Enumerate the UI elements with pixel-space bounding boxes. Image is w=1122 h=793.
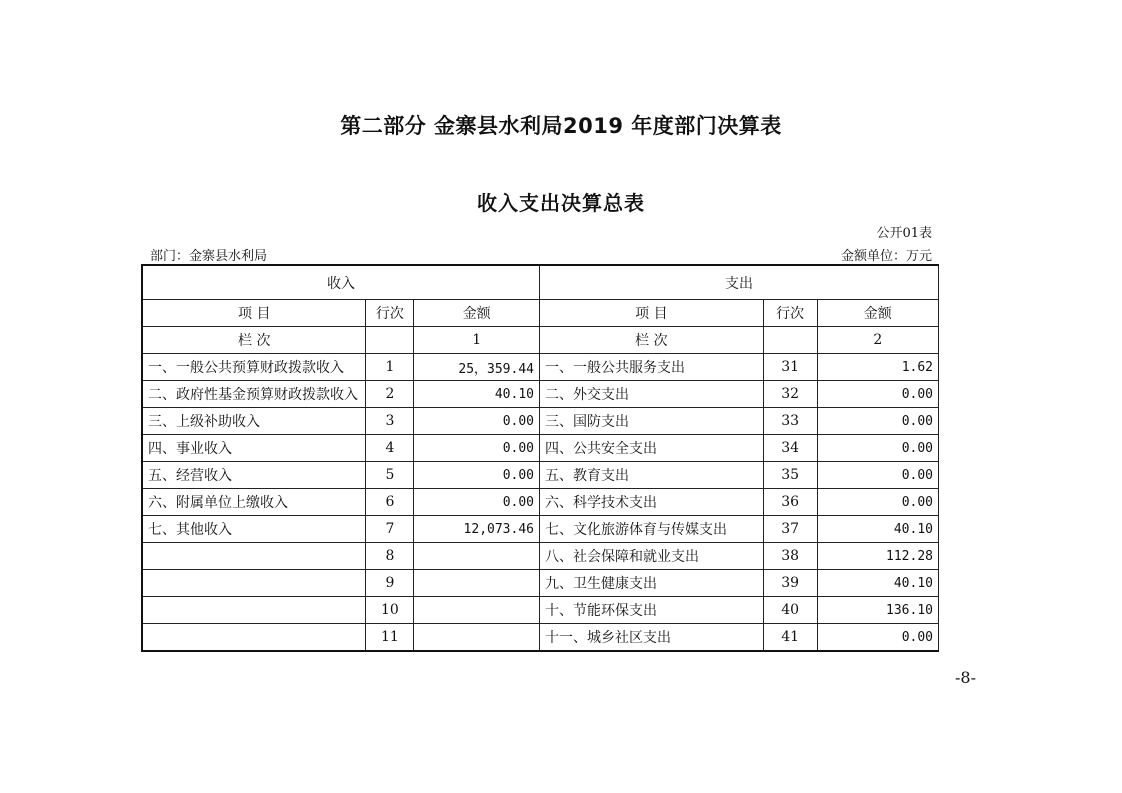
income-amount-cell: [414, 570, 540, 597]
expense-amount-cell: 40.10: [817, 516, 938, 543]
expense-item-cell: 一、一般公共服务支出: [540, 354, 764, 381]
expense-column-number: 2: [817, 327, 938, 354]
income-line-cell: 8: [366, 543, 414, 570]
income-line-cell: 4: [366, 435, 414, 462]
expense-amount-header: 金额: [817, 300, 938, 327]
income-amount-header: 金额: [414, 300, 540, 327]
income-amount-cell: [414, 543, 540, 570]
income-line-cell: 3: [366, 408, 414, 435]
income-amount-cell: 0.00: [414, 408, 540, 435]
table-title: 收入支出决算总表: [477, 191, 645, 215]
table-row: [142, 435, 939, 462]
empty-cell: [366, 327, 414, 354]
expense-item-cell: 三、国防支出: [540, 408, 764, 435]
expense-amount-cell: 0.00: [817, 624, 938, 652]
table-row: [142, 624, 939, 652]
expense-line-cell: 41: [763, 624, 817, 652]
expense-item-cell: 六、科学技术支出: [540, 489, 764, 516]
expense-column-label: 栏 次: [540, 327, 764, 354]
expense-item-cell: 四、公共安全支出: [540, 435, 764, 462]
income-amount-cell: [414, 597, 540, 624]
amount-unit-label: 金额单位：万元: [840, 249, 932, 264]
table-row: [142, 408, 939, 435]
income-amount-cell: 40.10: [414, 381, 540, 408]
income-expense-table: [141, 264, 939, 652]
expense-item-cell: 九、卫生健康支出: [540, 570, 764, 597]
expense-line-cell: 31: [763, 354, 817, 381]
expense-amount-cell: 0.00: [817, 489, 938, 516]
income-amount-cell: 0.00: [414, 462, 540, 489]
expense-line-cell: 38: [763, 543, 817, 570]
table-row: [142, 381, 939, 408]
expense-line-cell: 37: [763, 516, 817, 543]
expense-amount-cell: 0.00: [817, 408, 938, 435]
income-amount-cell: 12,073.46: [414, 516, 540, 543]
table-row: [142, 543, 939, 570]
expense-item-cell: 五、教育支出: [540, 462, 764, 489]
income-item-cell: 二、政府性基金预算财政拨款收入: [142, 381, 366, 408]
column-header-row: [142, 300, 939, 327]
expense-amount-cell: 40.10: [817, 570, 938, 597]
income-amount-cell: 25，359.44: [414, 354, 540, 381]
expense-line-cell: 36: [763, 489, 817, 516]
expense-line-cell: 39: [763, 570, 817, 597]
expense-section-header: 支出: [540, 265, 939, 300]
column-number-row: [142, 327, 939, 354]
table-row: [142, 516, 939, 543]
expense-amount-cell: 112.28: [817, 543, 938, 570]
expense-item-header: 项 目: [540, 300, 764, 327]
expense-amount-cell: 0.00: [817, 381, 938, 408]
income-amount-cell: 0.00: [414, 489, 540, 516]
expense-amount-cell: 1.62: [817, 354, 938, 381]
expense-amount-cell: 136.10: [817, 597, 938, 624]
income-item-cell: 六、附属单位上缴收入: [142, 489, 366, 516]
expense-amount-cell: 0.00: [817, 462, 938, 489]
department-label: 部门：金寨县水利局: [150, 249, 268, 264]
income-line-cell: 5: [366, 462, 414, 489]
expense-item-cell: 二、外交支出: [540, 381, 764, 408]
income-item-header: 项 目: [142, 300, 366, 327]
income-line-header: 行次: [366, 300, 414, 327]
income-item-cell: 四、事业收入: [142, 435, 366, 462]
income-item-cell: [142, 597, 366, 624]
table-row: [142, 570, 939, 597]
income-line-cell: 7: [366, 516, 414, 543]
income-item-cell: 五、经营收入: [142, 462, 366, 489]
expense-line-cell: 40: [763, 597, 817, 624]
income-section-header: 收入: [142, 265, 540, 300]
expense-line-cell: 32: [763, 381, 817, 408]
income-line-cell: 11: [366, 624, 414, 652]
income-item-cell: [142, 570, 366, 597]
table-row: [142, 489, 939, 516]
expense-line-cell: 35: [763, 462, 817, 489]
income-column-label: 栏 次: [142, 327, 366, 354]
page-number: -8-: [955, 668, 976, 687]
income-item-cell: 七、其他收入: [142, 516, 366, 543]
expense-item-cell: 十、节能环保支出: [540, 597, 764, 624]
table-row: [142, 462, 939, 489]
income-item-cell: 三、上级补助收入: [142, 408, 366, 435]
expense-line-header: 行次: [763, 300, 817, 327]
expense-line-cell: 34: [763, 435, 817, 462]
income-line-cell: 9: [366, 570, 414, 597]
income-amount-cell: 0.00: [414, 435, 540, 462]
empty-cell: [763, 327, 817, 354]
income-item-cell: 一、一般公共预算财政拨款收入: [142, 354, 366, 381]
income-line-cell: 2: [366, 381, 414, 408]
income-item-cell: [142, 543, 366, 570]
income-amount-cell: [414, 624, 540, 652]
form-number: 公开01表: [876, 226, 932, 241]
expense-item-cell: 八、社会保障和就业支出: [540, 543, 764, 570]
income-line-cell: 10: [366, 597, 414, 624]
expense-amount-cell: 0.00: [817, 435, 938, 462]
expense-item-cell: 七、文化旅游体育与传媒支出: [540, 516, 764, 543]
document-title: 第二部分 金寨县水利局2019 年度部门决算表: [340, 114, 782, 138]
expense-item-cell: 十一、城乡社区支出: [540, 624, 764, 652]
income-line-cell: 1: [366, 354, 414, 381]
table-row: [142, 597, 939, 624]
table-row: [142, 354, 939, 381]
income-item-cell: [142, 624, 366, 652]
expense-line-cell: 33: [763, 408, 817, 435]
income-line-cell: 6: [366, 489, 414, 516]
income-column-number: 1: [414, 327, 540, 354]
section-header-row: [142, 265, 939, 300]
